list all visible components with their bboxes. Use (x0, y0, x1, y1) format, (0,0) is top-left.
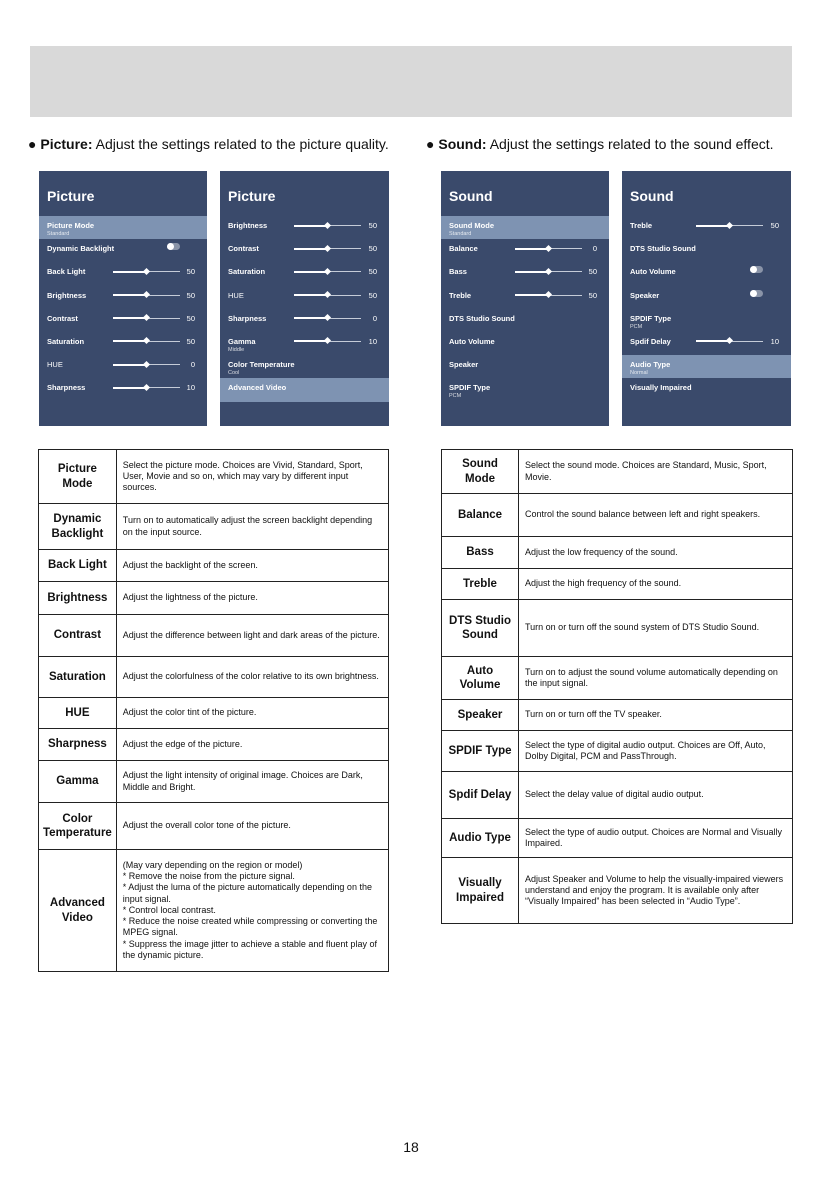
table-row (39, 698, 389, 729)
slider-fill (515, 248, 549, 250)
slider-knob[interactable] (545, 268, 552, 275)
table-row (39, 850, 389, 972)
level-slider[interactable] (113, 364, 180, 365)
setting-description: Adjust the low frequency of the sound. (519, 537, 793, 569)
table-row (442, 858, 793, 924)
menu-item-contrast[interactable] (220, 239, 389, 262)
menu-item-subvalue: PCM (449, 393, 462, 400)
menu-item-contrast[interactable] (39, 309, 207, 332)
menu-item-picture-mode[interactable] (39, 216, 207, 239)
menu-item-label: Audio Type (630, 360, 671, 370)
menu-item-label: Auto Volume (449, 336, 495, 346)
menu-item-label: Gamma (228, 336, 256, 346)
slider-fill (696, 225, 730, 227)
menu-item-auto-volume[interactable] (441, 332, 609, 355)
level-slider[interactable] (294, 248, 361, 249)
slider-knob[interactable] (545, 245, 552, 252)
slider-knob[interactable] (324, 245, 331, 252)
toggle-switch[interactable] (167, 243, 180, 250)
setting-name: Spdif Delay (442, 772, 519, 819)
setting-name: Back Light (39, 550, 117, 582)
menu-item-spdif-type[interactable] (622, 309, 791, 332)
slider-fill (294, 271, 328, 273)
table-row (442, 600, 793, 657)
menu-item-label: DTS Studio Sound (630, 244, 696, 254)
sound-menu-2 (622, 171, 791, 426)
level-slider[interactable] (294, 271, 361, 272)
menu-item-treble[interactable] (441, 286, 609, 309)
description-line: (May vary depending on the region or model) (122, 859, 303, 870)
menu-item-label: Balance (449, 244, 478, 254)
menu-item-label: Saturation (47, 336, 85, 346)
sound-heading-label: Sound: (438, 136, 487, 152)
menu-item-label: Auto Volume (630, 267, 676, 277)
menu-item-value: 50 (588, 267, 597, 277)
setting-name: Visually Impaired (442, 858, 519, 924)
menu-item-gamma[interactable] (220, 332, 389, 355)
table-row (442, 494, 793, 537)
menu-item-label: DTS Studio Sound (449, 313, 515, 323)
menu-item-dts-studio-sound[interactable] (441, 309, 609, 332)
slider-fill (113, 340, 147, 342)
description-line: * Adjust the luma of the picture automatically depending on the input signal. (122, 882, 372, 904)
setting-description: Turn on to automatically adjust the screen backlight depending on the input source. (116, 504, 388, 550)
toggle-knob (750, 290, 757, 297)
sound-heading (426, 136, 774, 152)
description-line: * Reduce the noise created while compressing or converting the MPEG signal. (122, 916, 378, 938)
slider-knob[interactable] (324, 291, 331, 298)
setting-description (116, 850, 388, 972)
menu-item-dynamic-backlight[interactable] (39, 239, 207, 262)
table-row (39, 550, 389, 582)
sound-description-table (441, 449, 793, 924)
table-row (39, 504, 389, 550)
menu-item-label: Picture Mode (47, 221, 95, 230)
table-row (39, 657, 389, 698)
setting-description: Turn on or turn off the TV speaker. (519, 700, 793, 731)
menu-item-label: SPDIF Type (449, 383, 491, 393)
menu-item-treble[interactable] (622, 216, 791, 239)
menu-item-label: Spdif Delay (630, 336, 671, 346)
setting-name: Treble (442, 569, 519, 600)
menu-item-label: Speaker (449, 360, 479, 370)
toggle-knob (750, 266, 757, 273)
level-slider[interactable] (696, 341, 763, 342)
setting-description: Adjust the overall color tone of the picture. (116, 803, 388, 850)
menu-item-value: 50 (770, 221, 779, 230)
setting-description: Adjust the color tint of the picture. (116, 698, 388, 729)
setting-description: Turn on or turn off the sound system of DTS Studio Sound. (519, 600, 793, 657)
menu-item-bass[interactable] (441, 262, 609, 285)
menu-item-label: HUE (228, 290, 244, 300)
menu-item-label: Sharpness (228, 313, 267, 323)
setting-name: Dynamic Backlight (39, 504, 117, 550)
setting-description: Adjust the high frequency of the sound. (519, 569, 793, 600)
menu-item-subvalue: Middle (228, 346, 245, 353)
setting-description: Turn on to adjust the sound volume automatically depending on the input signal. (519, 657, 793, 700)
setting-name: Auto Volume (442, 657, 519, 700)
menu-item-label: Sound Mode (449, 221, 494, 230)
slider-knob[interactable] (143, 337, 150, 344)
sound-menu-1 (441, 171, 609, 426)
table-row (39, 803, 389, 850)
menu-item-value: 50 (186, 290, 195, 300)
setting-description: Adjust the difference between light and dark areas of the picture. (116, 615, 388, 657)
menu-title: Sound (630, 188, 674, 204)
menu-item-label: Saturation (228, 267, 266, 277)
picture-heading-label: Picture: (40, 136, 93, 152)
slider-knob[interactable] (324, 221, 331, 228)
menu-item-label: Back Light (47, 267, 86, 277)
setting-name: Saturation (39, 657, 117, 698)
menu-title: Picture (47, 188, 95, 204)
description-line: * Suppress the image jitter to achieve a stable and fluent play of the dynamic picture. (122, 938, 377, 960)
description-line: * Control local contrast. (122, 904, 216, 915)
setting-name: Color Temperature (39, 803, 117, 850)
toggle-knob (167, 243, 174, 250)
menu-item-speaker[interactable] (622, 286, 791, 309)
level-slider[interactable] (294, 318, 361, 319)
slider-knob[interactable] (143, 384, 150, 391)
level-slider[interactable] (294, 225, 361, 226)
menu-item-label: Color Temperature (228, 360, 295, 370)
menu-title: Sound (449, 188, 493, 204)
setting-name: Contrast (39, 615, 117, 657)
setting-description: Control the sound balance between left and right speakers. (519, 494, 793, 537)
menu-item-back-light[interactable] (39, 262, 207, 285)
setting-description: Select the delay value of digital audio output. (519, 772, 793, 819)
menu-item-subvalue: Cool (228, 370, 240, 377)
menu-item-value: 50 (186, 313, 195, 323)
description-line: * Remove the noise from the picture signal. (122, 871, 295, 882)
level-slider[interactable] (294, 341, 361, 342)
menu-title: Picture (228, 188, 276, 204)
setting-name: Sharpness (39, 729, 117, 761)
menu-item-hue[interactable] (220, 286, 389, 309)
menu-item-label: SPDIF Type (630, 313, 672, 323)
slider-fill (113, 364, 147, 366)
table-row (442, 772, 793, 819)
slider-fill (294, 340, 328, 342)
menu-item-subvalue: PCM (630, 323, 643, 330)
setting-name: DTS Studio Sound (442, 600, 519, 657)
table-row (442, 700, 793, 731)
setting-name: Speaker (442, 700, 519, 731)
level-slider[interactable] (113, 387, 180, 388)
setting-name: Bass (442, 537, 519, 569)
slider-knob[interactable] (545, 291, 552, 298)
table-row (442, 569, 793, 600)
setting-description: Select the sound mode. Choices are Standard, Music, Sport, Movie. (519, 450, 793, 494)
setting-name: Gamma (39, 761, 117, 803)
level-slider[interactable] (515, 248, 582, 249)
slider-fill (294, 225, 328, 227)
slider-fill (294, 294, 328, 296)
table-row (442, 657, 793, 700)
level-slider[interactable] (113, 295, 180, 296)
menu-item-label: Treble (630, 221, 653, 230)
menu-item-value: 10 (368, 336, 377, 346)
setting-description: Adjust Speaker and Volume to help the visually-impaired viewers understand and enjoy the program. It is available only after “Visually Impaired” has been selected in “Audio Type”. (519, 858, 793, 924)
menu-item-value: 50 (368, 290, 377, 300)
menu-item-visually-impaired[interactable] (622, 378, 791, 401)
setting-description: Adjust the lightness of the picture. (116, 582, 388, 615)
menu-item-brightness[interactable] (39, 286, 207, 309)
setting-name: Balance (442, 494, 519, 537)
menu-item-value: 50 (368, 244, 377, 254)
menu-item-label: Sharpness (47, 383, 86, 393)
table-row (442, 731, 793, 772)
slider-knob[interactable] (726, 221, 733, 228)
slider-knob[interactable] (324, 314, 331, 321)
menu-item-value: 50 (368, 267, 377, 277)
slider-fill (294, 317, 328, 319)
slider-knob[interactable] (324, 268, 331, 275)
menu-item-value: 0 (592, 244, 597, 254)
slider-knob[interactable] (143, 268, 150, 275)
picture-menu-2 (220, 171, 389, 426)
toggle-switch[interactable] (750, 266, 763, 273)
menu-item-label: Bass (449, 267, 467, 277)
menu-item-label: Brightness (47, 290, 87, 300)
menu-item-dts-studio-sound[interactable] (622, 239, 791, 262)
slider-fill (113, 387, 147, 389)
setting-description: Select the type of digital audio output. Choices are Off, Auto, Dolby Digital, PCM and PassThrough. (519, 731, 793, 772)
menu-item-color-temperature[interactable] (220, 355, 389, 378)
menu-item-value: 0 (190, 360, 195, 370)
menu-item-value: 50 (186, 336, 195, 346)
menu-item-sound-mode[interactable] (441, 216, 609, 239)
slider-knob[interactable] (324, 337, 331, 344)
setting-name: Sound Mode (442, 450, 519, 494)
level-slider[interactable] (113, 341, 180, 342)
menu-item-hue[interactable] (39, 355, 207, 378)
toggle-switch[interactable] (750, 290, 763, 297)
slider-knob[interactable] (143, 361, 150, 368)
table-row (39, 761, 389, 803)
level-slider[interactable] (294, 295, 361, 296)
menu-item-label: Contrast (47, 313, 78, 323)
setting-name: Advanced Video (39, 850, 117, 972)
table-row (442, 450, 793, 494)
menu-item-label: Speaker (630, 290, 660, 300)
slider-fill (294, 248, 328, 250)
menu-item-saturation[interactable] (39, 332, 207, 355)
level-slider[interactable] (113, 318, 180, 319)
setting-name: Audio Type (442, 819, 519, 858)
setting-description: Adjust the light intensity of original image. Choices are Dark, Middle and Bright. (116, 761, 388, 803)
menu-item-value: 10 (186, 383, 195, 393)
menu-item-spdif-type[interactable] (441, 378, 609, 401)
menu-item-label: HUE (47, 360, 63, 370)
menu-item-label: Dynamic Backlight (47, 244, 115, 254)
menu-item-advanced-video[interactable] (220, 378, 389, 401)
menu-item-label: Visually Impaired (630, 383, 692, 393)
picture-menu-1 (39, 171, 207, 426)
slider-fill (515, 294, 549, 296)
bullet-icon: ● (426, 136, 435, 152)
table-row (442, 537, 793, 569)
menu-item-value: 10 (770, 336, 779, 346)
menu-item-audio-type[interactable] (622, 355, 791, 378)
menu-item-value: 50 (368, 221, 377, 230)
menu-item-label: Brightness (228, 221, 268, 230)
table-row (442, 819, 793, 858)
menu-item-saturation[interactable] (220, 262, 389, 285)
level-slider[interactable] (113, 271, 180, 272)
menu-item-label: Treble (449, 290, 472, 300)
picture-description-table (38, 449, 389, 972)
setting-description: Adjust the backlight of the screen. (116, 550, 388, 582)
menu-item-spdif-delay[interactable] (622, 332, 791, 355)
table-row (39, 615, 389, 657)
setting-description: Select the picture mode. Choices are Vivid, Standard, Sport, User, Movie and so on, which may vary by different input sources. (116, 450, 388, 504)
table-row (39, 729, 389, 761)
setting-description: Select the type of audio output. Choices are Normal and Visually Impaired. (519, 819, 793, 858)
slider-fill (113, 317, 147, 319)
bullet-icon: ● (28, 136, 37, 152)
header-banner (30, 46, 792, 117)
menu-item-subvalue: Normal (630, 370, 648, 377)
sound-heading-text: Adjust the settings related to the sound effect. (486, 136, 774, 152)
slider-fill (113, 271, 147, 273)
setting-name: Brightness (39, 582, 117, 615)
slider-knob[interactable] (143, 291, 150, 298)
level-slider[interactable] (515, 295, 582, 296)
table-row (39, 582, 389, 615)
setting-description: Adjust the edge of the picture. (116, 729, 388, 761)
slider-knob[interactable] (143, 314, 150, 321)
menu-item-label: Contrast (228, 244, 259, 254)
menu-item-sharpness[interactable] (220, 309, 389, 332)
level-slider[interactable] (515, 271, 582, 272)
menu-item-brightness[interactable] (220, 216, 389, 239)
menu-item-value: 0 (372, 313, 377, 323)
slider-fill (696, 340, 730, 342)
slider-knob[interactable] (726, 337, 733, 344)
menu-item-subvalue: Standard (449, 231, 472, 237)
setting-name: HUE (39, 698, 117, 729)
table-row (39, 450, 389, 504)
setting-description: Adjust the colorfulness of the color relative to its own brightness. (116, 657, 388, 698)
menu-item-speaker[interactable] (441, 355, 609, 378)
picture-heading-text: Adjust the settings related to the picture quality. (92, 136, 389, 152)
menu-item-value: 50 (588, 290, 597, 300)
slider-fill (113, 294, 147, 296)
menu-item-value: 50 (186, 267, 195, 277)
setting-name: Picture Mode (39, 450, 117, 504)
slider-fill (515, 271, 549, 273)
menu-item-label: Advanced Video (228, 383, 287, 393)
menu-item-balance[interactable] (441, 239, 609, 262)
menu-item-sharpness[interactable] (39, 378, 207, 401)
setting-name: SPDIF Type (442, 731, 519, 772)
menu-item-auto-volume[interactable] (622, 262, 791, 285)
picture-heading (28, 136, 389, 152)
page-number: 18 (403, 1139, 419, 1155)
menu-item-subvalue: Standard (47, 231, 70, 237)
level-slider[interactable] (696, 225, 763, 226)
